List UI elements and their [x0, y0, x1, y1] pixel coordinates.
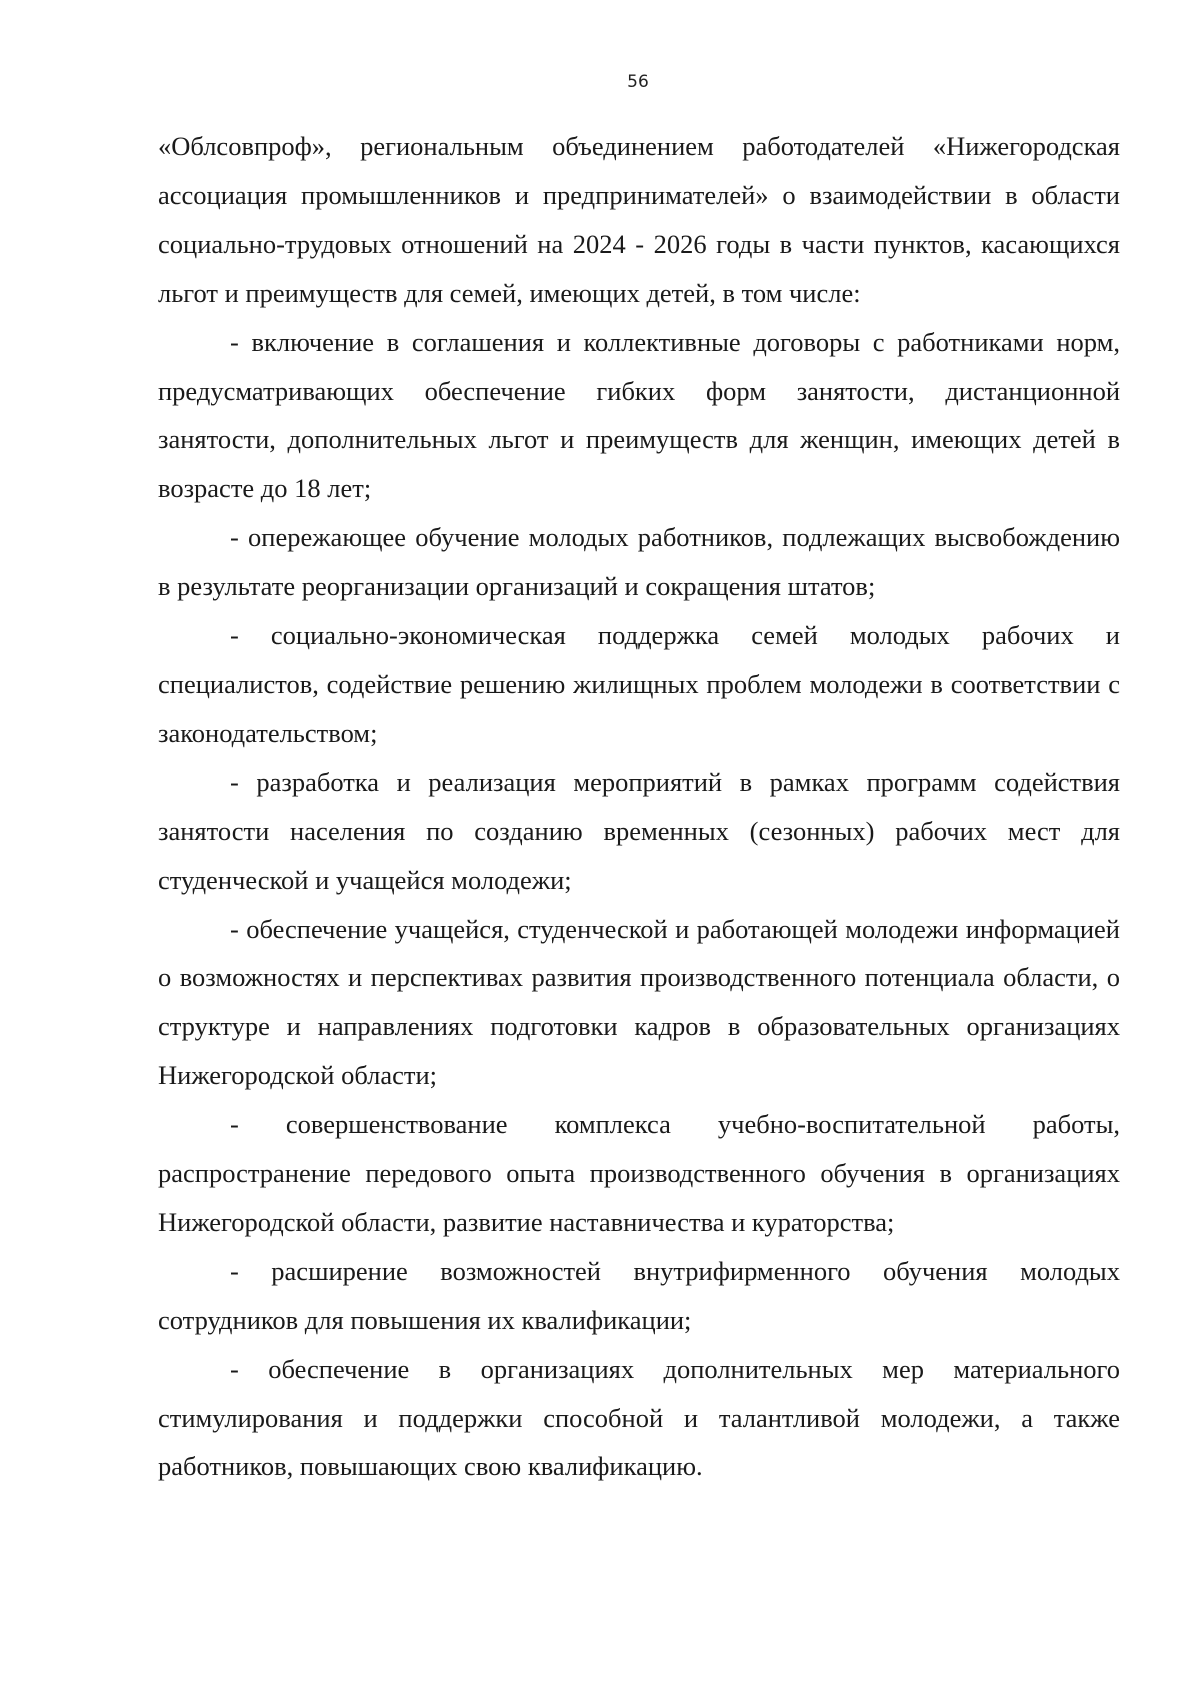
- document-body: [158, 122, 1120, 1491]
- list-item-youth-information: - обеспечение учащейся, студенческой и работающей молодежи информацией о возможностях и перспективах развития производственного потенциала области, о структуре и направлениях подготовки кадров в образовательных организациях Нижегородской области;: [158, 913, 1120, 1091]
- paragraph-continuation: «Облсовпроф», региональным объединением работодателей «Нижегородская ассоциация промышленников и предпринимателей» о взаимодействии в области социально-трудовых отношений на 2024 - 2026 годы в части пунктов, касающихся льгот и преимуществ для семей, имеющих детей, в том числе:: [158, 131, 1120, 308]
- page-number: 56: [627, 72, 649, 92]
- list-item-temporary-jobs: - разработка и реализация мероприятий в рамках программ содействия занятости населения по созданию временных (сезонных) рабочих мест для студенческой и учащейся молодежи;: [158, 766, 1120, 895]
- list-item-flexible-employment: - включение в соглашения и коллективные договоры с работниками норм, предусматривающих обеспечение гибких форм занятости, дистанционной занятости, дополнительных льгот и преимуществ для женщин, имеющих детей в возрасте до 18 лет;: [158, 326, 1120, 504]
- list-item-family-support: - социально-экономическая поддержка семей молодых рабочих и специалистов, содействие решению жилищных проблем молодежи в соответствии с законодательством;: [158, 620, 1120, 748]
- list-item-advance-training: - опережающее обучение молодых работников, подлежащих высвобождению в результате реорганизации организаций и сокращения штатов;: [158, 522, 1120, 602]
- list-item-incentives: - обеспечение в организациях дополнительных мер материального стимулирования и поддержки способной и талантливой молодежи, а также работников, повышающих свою квалификацию.: [158, 1353, 1120, 1482]
- list-item-mentoring: - совершенствование комплекса учебно-воспитательной работы, распространение передового опыта производственного обучения в организациях Нижегородской области, развитие наставничества и кураторства;: [158, 1109, 1120, 1237]
- list-item-in-house-training: - расширение возможностей внутрифирменного обучения молодых сотрудников для повышения их квалификации;: [158, 1255, 1120, 1335]
